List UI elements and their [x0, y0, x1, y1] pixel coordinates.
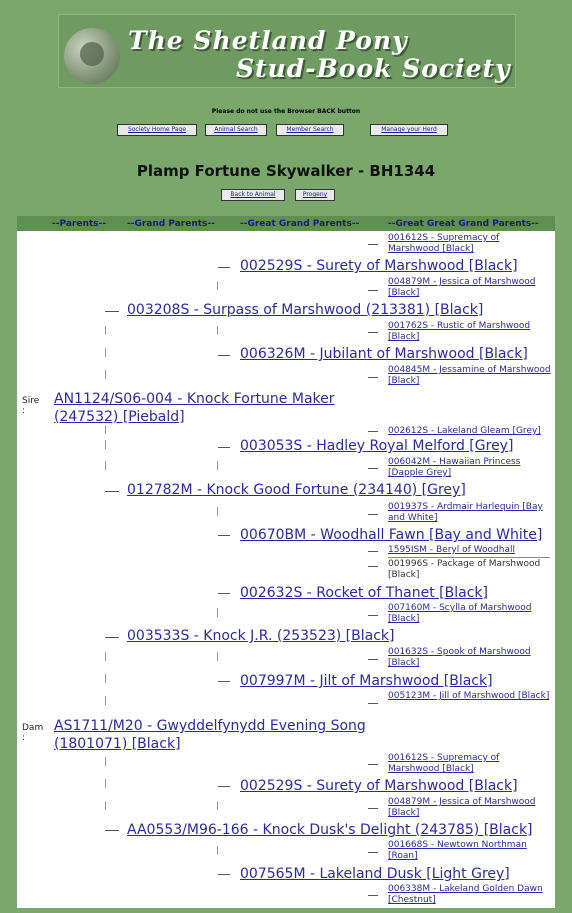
member-search-button[interactable]: Member Search — [276, 124, 344, 136]
ancestor-link[interactable]: 001762S - Rustic of Marshwood [Black] — [388, 321, 531, 342]
tree-tick: | — [216, 608, 220, 618]
connector — [218, 267, 230, 268]
connector — [368, 468, 378, 469]
connector — [218, 593, 230, 594]
banner-title-line1: The Shetland Pony — [128, 26, 408, 55]
col-great-grand-parents: --Great Grand Parents-- — [240, 219, 360, 229]
col-parents: --Parents-- — [52, 219, 106, 229]
tree-tick: | — [104, 348, 108, 358]
tree-tick: | — [104, 652, 108, 662]
ancestor-link[interactable]: 002632S - Rocket of Thanet [Black] — [240, 585, 488, 601]
divider — [388, 557, 550, 558]
connector — [368, 566, 378, 567]
tree-tick: | — [104, 779, 108, 789]
grandparent-link[interactable]: 003533S - Knock J.R. (253523) [Black] — [127, 628, 395, 644]
connector — [368, 852, 378, 853]
tree-tick: | — [104, 801, 108, 811]
page-title: Plamp Fortune Skywalker - BH1344 — [136, 162, 436, 180]
connector — [105, 311, 119, 312]
connector — [368, 332, 378, 333]
ancestor-link[interactable]: 006042M - Hawaiian Princess [Dapple Grey] — [388, 457, 521, 478]
ancestor-link[interactable]: 004845M - Jessamine of Marshwood [Black] — [388, 365, 551, 386]
connector — [368, 615, 378, 616]
ancestor-link[interactable]: 007565M - Lakeland Dusk [Light Grey] — [240, 866, 510, 882]
tree-tick: | — [216, 326, 220, 336]
ancestor-link[interactable]: 001996S - Package of Marshwood [Black] — [388, 559, 541, 580]
ancestor-link[interactable]: 001937S - Ardmair Harlequin [Bay and White] — [388, 502, 543, 523]
connector — [368, 895, 378, 896]
connector — [218, 447, 230, 448]
ancestor-link[interactable]: 002529S - Surety of Marshwood [Black] — [240, 258, 518, 274]
connector — [368, 514, 378, 515]
tree-tick: | — [104, 326, 108, 336]
ancestor-link[interactable]: 001612S - Supremacy of Marshwood [Black] — [388, 233, 500, 254]
ancestor-link[interactable]: 004879M - Jessica of Marshwood [Black] — [388, 277, 536, 298]
manage-herd-button[interactable]: Manage your Herd — [370, 124, 448, 136]
connector — [368, 551, 378, 552]
dam-label: Dam : — [22, 723, 44, 743]
tree-tick: | — [104, 440, 108, 450]
connector — [368, 808, 378, 809]
tree-tick: | — [104, 696, 108, 706]
tree-tick: | — [216, 507, 220, 517]
col-grand-parents: --Grand Parents-- — [127, 219, 215, 229]
tree-tick: | — [104, 674, 108, 684]
grandparent-link[interactable]: 003208S - Surpass of Marshwood (213381) [Black] — [127, 302, 484, 318]
ancestor-link[interactable]: 005123M - Jill of Marshwood [Black] — [388, 691, 550, 701]
tree-tick: | — [104, 757, 108, 767]
banner-title-line2: Stud-Book Society — [236, 54, 511, 83]
connector — [105, 637, 119, 638]
animal-search-button[interactable]: Animal Search — [205, 124, 267, 136]
ancestor-link[interactable]: 004879M - Jessica of Marshwood [Black] — [388, 797, 536, 818]
connector — [218, 874, 230, 875]
connector — [368, 659, 378, 660]
ancestor-link[interactable]: 007997M - Jilt of Marshwood [Black] — [240, 673, 493, 689]
ancestor-link[interactable]: 002529S - Surety of Marshwood [Black] — [240, 778, 518, 794]
tree-tick: | — [104, 425, 108, 435]
connector — [105, 830, 119, 831]
society-home-button[interactable]: Society Home Page — [117, 124, 197, 136]
sire-link[interactable]: AN1124/S06-004 - Knock Fortune Maker (247532) [Piebald] — [54, 391, 335, 425]
progeny-button[interactable]: Progeny — [295, 189, 335, 201]
connector — [218, 786, 230, 787]
tree-tick: | — [104, 370, 108, 380]
ancestor-link[interactable]: 002612S - Lakeland Gleam [Grey] — [388, 426, 541, 436]
sire-label: Sire : — [22, 396, 40, 416]
connector — [368, 244, 378, 245]
connector — [218, 681, 230, 682]
ancestor-link[interactable]: 007160M - Scylla of Marshwood [Black] — [388, 603, 532, 624]
ancestor-link[interactable]: 1595ISM - Beryl of Woodhall — [388, 545, 515, 555]
ancestor-link[interactable]: 006326M - Jubilant of Marshwood [Black] — [240, 346, 528, 362]
pony-emblem-icon — [80, 42, 104, 66]
col-great-great-grand-parents: --Great Great Grand Parents-- — [388, 219, 539, 229]
back-button-notice: Please do not use the Browser BACK button — [211, 108, 361, 115]
connector — [105, 491, 119, 492]
society-logo — [64, 28, 120, 84]
connector — [368, 764, 378, 765]
connector — [368, 377, 378, 378]
back-to-animal-button[interactable]: Back to Animal — [221, 189, 285, 201]
ancestor-link[interactable]: 003053S - Hadley Royal Melford [Grey] — [240, 438, 514, 454]
grandparent-link[interactable]: AA0553/M96-166 - Knock Dusk's Delight (243785) [Black] — [127, 822, 533, 838]
dam-link[interactable]: AS1711/M20 - Gwyddelfynydd Evening Song (1801071) [Black] — [54, 718, 366, 752]
ancestor-link[interactable]: 00670BM - Woodhall Fawn [Bay and White] — [240, 527, 543, 543]
tree-tick: | — [216, 652, 220, 662]
connector — [368, 290, 378, 291]
tree-tick: | — [216, 461, 220, 471]
connector — [368, 703, 378, 704]
ancestor-link[interactable]: 001632S - Spook of Marshwood [Black] — [388, 647, 531, 668]
connector — [218, 355, 230, 356]
connector — [218, 535, 230, 536]
tree-tick: | — [216, 801, 220, 811]
tree-tick: | — [104, 461, 108, 471]
grandparent-link[interactable]: 012782M - Knock Good Fortune (234140) [Grey] — [127, 482, 466, 498]
ancestor-link[interactable]: 006338M - Lakeland Golden Dawn [Chestnut] — [388, 884, 543, 905]
connector — [368, 431, 378, 432]
ancestor-link[interactable]: 001668S - Newtown Northman [Roan] — [388, 840, 527, 861]
tree-tick: | — [216, 281, 220, 291]
tree-tick: | — [216, 846, 220, 856]
ancestor-link[interactable]: 001612S - Supremacy of Marshwood [Black] — [388, 753, 500, 774]
